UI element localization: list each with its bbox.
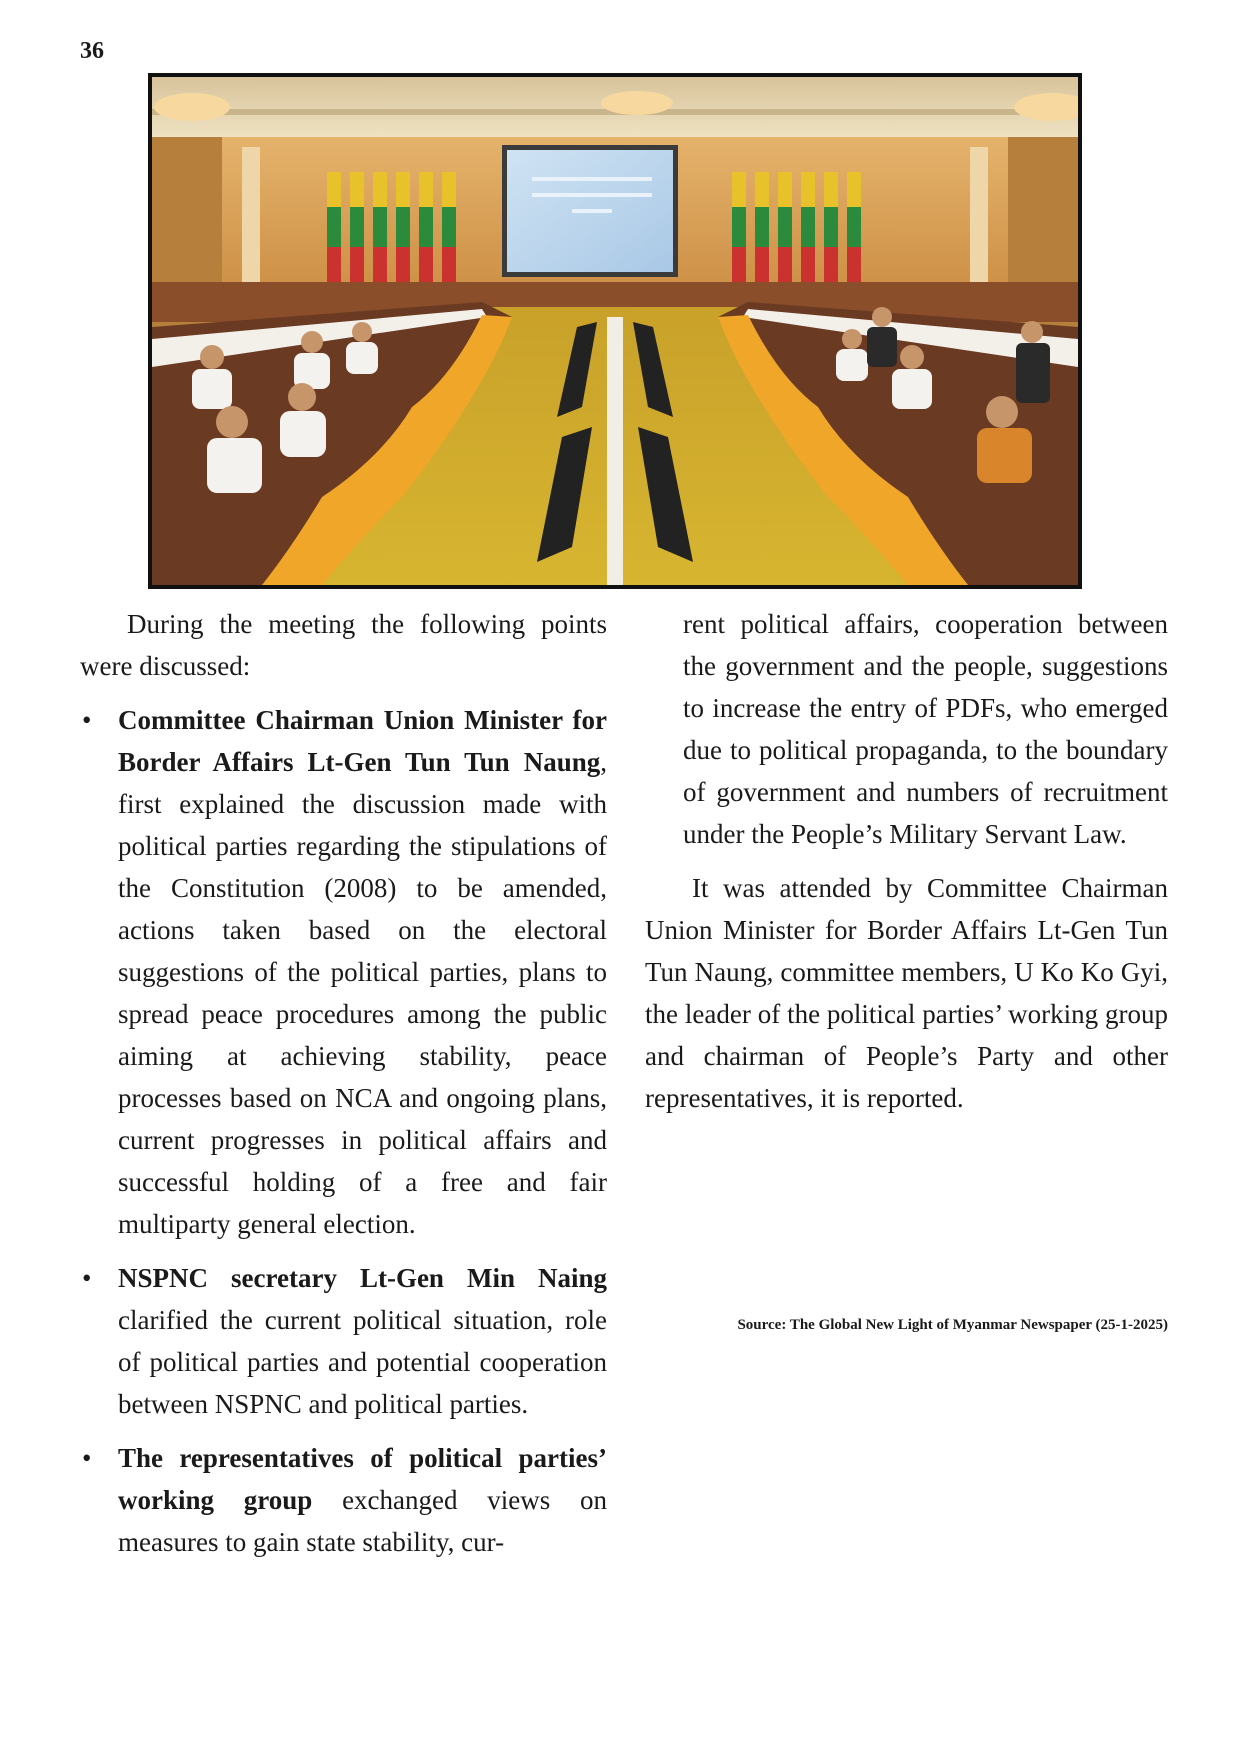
bullet-icon: • xyxy=(82,1263,92,1293)
point-text: clarified the current political situation, role of political parties and potential cooperation between NSPNC and political parties. xyxy=(118,1305,607,1419)
point-lead: Committee Chairman Union Minister for Border Affairs Lt-Gen Tun Tun Naung xyxy=(118,705,607,777)
discussion-points-list xyxy=(80,699,607,1563)
bullet-icon: • xyxy=(82,705,92,735)
point-text: exchanged views on measures to gain state stability, cur- xyxy=(118,1485,608,1557)
list-item xyxy=(80,1437,607,1563)
point-lead: NSPNC secretary Lt-Gen Min Naing xyxy=(118,1263,607,1293)
point-text: , first explained the discussion made with political parties regarding the stipulations of the Constitution (2008) to be amended, actions taken based on the electoral suggestions of the political parties, plans to spread peace procedures among the public aiming at achieving stability, peace processes based on NCA and ongoing plans, current progresses in political affairs and successful holding of a free and fair multiparty general election. xyxy=(118,747,607,1239)
meeting-photo xyxy=(148,73,1082,589)
left-column xyxy=(80,603,607,1575)
attendance-paragraph: It was attended by Committee Chairman Union Minister for Border Affairs Lt-Gen Tun Tun Naung, committee members, U Ko Ko Gyi, the leader of the political parties’ working group and chairman of People’s Party and other representatives, it is reported. xyxy=(645,873,1168,1113)
point-lead: The representatives of political parties’ working group xyxy=(118,1443,607,1515)
right-column xyxy=(645,603,1168,1119)
intro-paragraph: During the meeting the following points were discussed: xyxy=(80,609,607,681)
source-citation: Source: The Global New Light of Myanmar Newspaper (25-1-2025) xyxy=(737,1317,1168,1333)
continued-point-text: rent political affairs, cooperation between the government and the people, suggestions to increase the entry of PDFs, who emerged due to political propaganda, to the boundary of government and numbers of recruitment under the People’s Military Servant Law. xyxy=(683,609,1168,849)
page-number: 36 xyxy=(80,38,104,64)
list-item xyxy=(80,1257,607,1425)
list-item xyxy=(80,699,607,1245)
meeting-room-illustration xyxy=(152,77,1078,585)
bullet-icon: • xyxy=(82,1443,92,1473)
